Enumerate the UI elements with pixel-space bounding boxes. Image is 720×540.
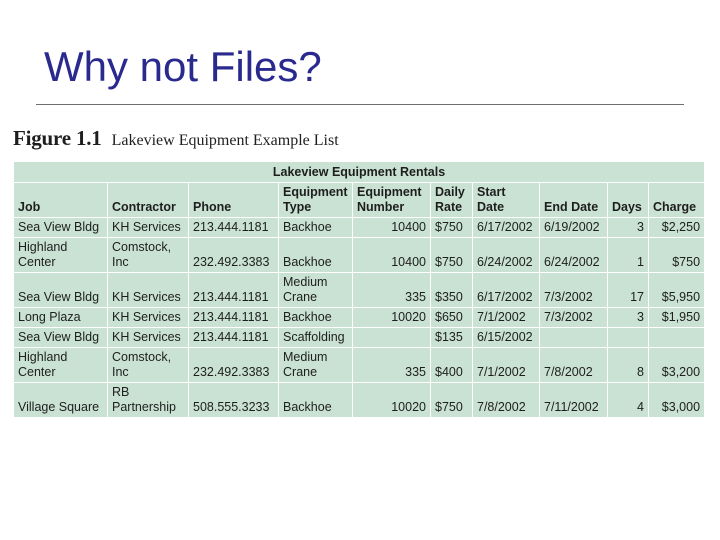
cell-contractor: Comstock, Inc bbox=[108, 238, 189, 273]
cell-phone: 232.492.3383 bbox=[189, 238, 279, 273]
cell-days: 1 bbox=[608, 238, 649, 273]
cell-daily-rate: $750 bbox=[431, 383, 473, 418]
cell-job: Sea View Bldg bbox=[14, 218, 108, 238]
cell-charge: $5,950 bbox=[649, 273, 705, 308]
cell-contractor: KH Services bbox=[108, 218, 189, 238]
cell-days: 4 bbox=[608, 383, 649, 418]
cell-job: Village Square bbox=[14, 383, 108, 418]
figure-caption-text: Lakeview Equipment Example List bbox=[111, 132, 339, 149]
cell-equipment-type: Backhoe bbox=[279, 238, 353, 273]
column-header-phone: Phone bbox=[189, 183, 279, 218]
table-row bbox=[14, 308, 705, 328]
cell-contractor: Comstock, Inc bbox=[108, 348, 189, 383]
column-header-days: Days bbox=[608, 183, 649, 218]
cell-equipment-type: Backhoe bbox=[279, 218, 353, 238]
column-header-end-date: End Date bbox=[540, 183, 608, 218]
cell-start-date: 6/17/2002 bbox=[473, 218, 540, 238]
cell-charge bbox=[649, 328, 705, 348]
cell-charge: $3,000 bbox=[649, 383, 705, 418]
column-header-equipment-type: Equipment Type bbox=[279, 183, 353, 218]
cell-charge: $3,200 bbox=[649, 348, 705, 383]
cell-phone: 213.444.1181 bbox=[189, 308, 279, 328]
table-header-row bbox=[14, 183, 705, 218]
cell-phone: 213.444.1181 bbox=[189, 328, 279, 348]
table-title: Lakeview Equipment Rentals bbox=[14, 162, 705, 183]
table-row bbox=[14, 328, 705, 348]
slide-title: Why not Files? bbox=[44, 43, 322, 90]
cell-end-date: 6/19/2002 bbox=[540, 218, 608, 238]
figure-number: Figure 1.1 bbox=[13, 126, 102, 150]
cell-charge: $750 bbox=[649, 238, 705, 273]
cell-equipment-number: 335 bbox=[353, 273, 431, 308]
cell-end-date: 6/24/2002 bbox=[540, 238, 608, 273]
cell-days: 17 bbox=[608, 273, 649, 308]
column-header-job: Job bbox=[14, 183, 108, 218]
equipment-table-wrapper bbox=[13, 161, 704, 418]
cell-job: Highland Center bbox=[14, 238, 108, 273]
table-row bbox=[14, 273, 705, 308]
column-header-daily-rate: Daily Rate bbox=[431, 183, 473, 218]
cell-job: Long Plaza bbox=[14, 308, 108, 328]
cell-start-date: 6/24/2002 bbox=[473, 238, 540, 273]
cell-daily-rate: $400 bbox=[431, 348, 473, 383]
cell-equipment-type: Backhoe bbox=[279, 308, 353, 328]
cell-contractor: KH Services bbox=[108, 328, 189, 348]
cell-end-date: 7/3/2002 bbox=[540, 273, 608, 308]
cell-phone: 213.444.1181 bbox=[189, 218, 279, 238]
table-body bbox=[14, 218, 705, 418]
cell-equipment-type: Medium Crane bbox=[279, 273, 353, 308]
cell-days: 3 bbox=[608, 218, 649, 238]
cell-contractor: RB Partnership bbox=[108, 383, 189, 418]
title-divider bbox=[36, 104, 684, 105]
cell-start-date: 7/1/2002 bbox=[473, 348, 540, 383]
cell-equipment-type: Backhoe bbox=[279, 383, 353, 418]
cell-phone: 508.555.3233 bbox=[189, 383, 279, 418]
cell-equipment-number bbox=[353, 328, 431, 348]
cell-start-date: 6/15/2002 bbox=[473, 328, 540, 348]
column-header-charge: Charge bbox=[649, 183, 705, 218]
cell-start-date: 7/8/2002 bbox=[473, 383, 540, 418]
cell-charge: $1,950 bbox=[649, 308, 705, 328]
cell-charge: $2,250 bbox=[649, 218, 705, 238]
figure-caption bbox=[13, 126, 339, 152]
cell-contractor: KH Services bbox=[108, 273, 189, 308]
cell-daily-rate: $750 bbox=[431, 218, 473, 238]
cell-phone: 213.444.1181 bbox=[189, 273, 279, 308]
cell-days: 3 bbox=[608, 308, 649, 328]
cell-daily-rate: $350 bbox=[431, 273, 473, 308]
cell-job: Highland Center bbox=[14, 348, 108, 383]
cell-equipment-number: 10020 bbox=[353, 308, 431, 328]
cell-end-date bbox=[540, 328, 608, 348]
cell-end-date: 7/8/2002 bbox=[540, 348, 608, 383]
cell-start-date: 7/1/2002 bbox=[473, 308, 540, 328]
cell-daily-rate: $650 bbox=[431, 308, 473, 328]
cell-days bbox=[608, 328, 649, 348]
table-row bbox=[14, 238, 705, 273]
cell-job: Sea View Bldg bbox=[14, 273, 108, 308]
column-header-equipment-number: Equipment Number bbox=[353, 183, 431, 218]
cell-equipment-number: 10400 bbox=[353, 238, 431, 273]
cell-daily-rate: $135 bbox=[431, 328, 473, 348]
cell-job: Sea View Bldg bbox=[14, 328, 108, 348]
column-header-contractor: Contractor bbox=[108, 183, 189, 218]
table-row bbox=[14, 348, 705, 383]
cell-equipment-number: 10400 bbox=[353, 218, 431, 238]
cell-equipment-number: 335 bbox=[353, 348, 431, 383]
cell-daily-rate: $750 bbox=[431, 238, 473, 273]
cell-equipment-type: Medium Crane bbox=[279, 348, 353, 383]
column-header-start-date: Start Date bbox=[473, 183, 540, 218]
cell-start-date: 6/17/2002 bbox=[473, 273, 540, 308]
cell-days: 8 bbox=[608, 348, 649, 383]
table-row bbox=[14, 383, 705, 418]
cell-equipment-number: 10020 bbox=[353, 383, 431, 418]
cell-contractor: KH Services bbox=[108, 308, 189, 328]
cell-equipment-type: Scaffolding bbox=[279, 328, 353, 348]
table-row bbox=[14, 218, 705, 238]
cell-end-date: 7/11/2002 bbox=[540, 383, 608, 418]
cell-phone: 232.492.3383 bbox=[189, 348, 279, 383]
equipment-rentals-table bbox=[13, 161, 705, 418]
cell-end-date: 7/3/2002 bbox=[540, 308, 608, 328]
